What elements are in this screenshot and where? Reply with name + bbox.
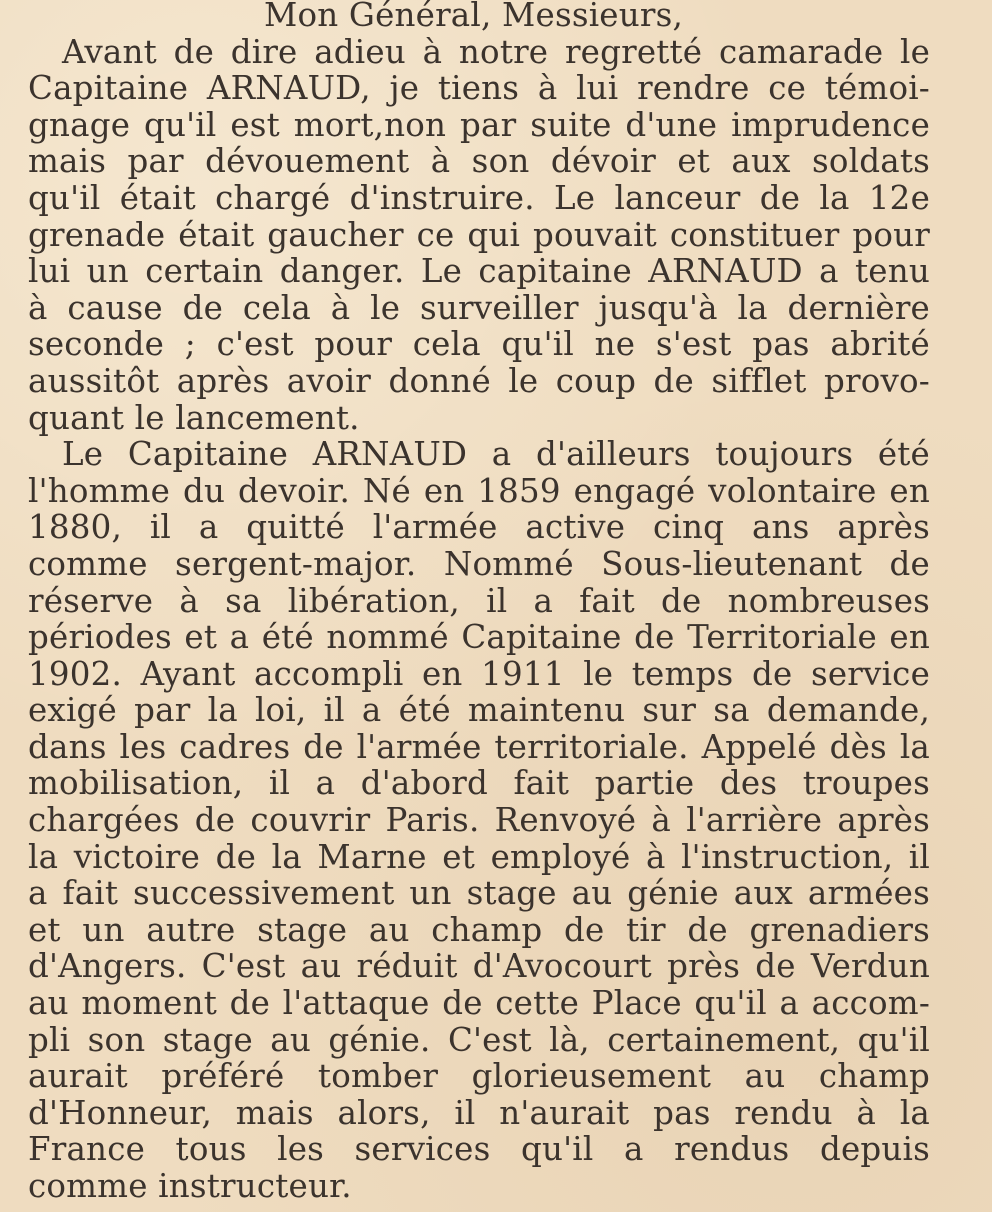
text-line: 1902. Ayant accompli en 1911 le temps de service xyxy=(28,654,930,693)
text-line: dans les cadres de l'armée territoriale. Appelé dès la xyxy=(28,727,930,766)
text-line: 1880, il a quitté l'armée active cinq ans après xyxy=(28,508,930,547)
text-line: comme sergent-major. Nommé Sous-lieutenant de xyxy=(28,544,930,583)
text-line: et un autre stage au champ de tir de grenadiers xyxy=(28,910,930,949)
text-line: réserve à sa libération, il a fait de nombreuses xyxy=(28,581,930,620)
text-line: Le Capitaine ARNAUD a d'ailleurs toujours été xyxy=(62,435,930,474)
text-line: France tous les services qu'il a rendus depuis xyxy=(28,1130,930,1169)
text-line: périodes et a été nommé Capitaine de Territoriale en xyxy=(28,618,930,657)
text-line: mais par dévouement à son dévoir et aux soldats xyxy=(28,142,930,181)
text-line: l'homme du devoir. Né en 1859 engagé volontaire en xyxy=(28,471,930,510)
text-line: gnage qu'il est mort,non par suite d'une imprudence xyxy=(28,105,930,144)
text-line: qu'il était chargé d'instruire. Le lanceur de la 12e xyxy=(28,178,930,217)
text-line: seconde ; c'est pour cela qu'il ne s'est pas abrité xyxy=(28,325,930,364)
text-line: mobilisation, il a d'abord fait partie des troupes xyxy=(28,764,930,803)
text-line: au moment de l'attaque de cette Place qu'il a accom- xyxy=(28,984,930,1023)
text-line: lui un certain danger. Le capitaine ARNAUD a tenu xyxy=(28,252,930,291)
text-line: pli son stage au génie. C'est là, certainement, qu'il xyxy=(28,1020,930,1059)
text-line: à cause de cela à le surveiller jusqu'à la dernière xyxy=(28,288,930,327)
text-line: d'Honneur, mais alors, il n'aurait pas rendu à la xyxy=(28,1093,930,1132)
article-text xyxy=(28,0,930,1205)
text-line: grenade était gaucher ce qui pouvait constituer pour xyxy=(28,215,930,254)
text-line: la victoire de la Marne et employé à l'instruction, il xyxy=(28,837,930,876)
text-line: a fait successivement un stage au génie aux armées xyxy=(28,874,930,913)
text-line: quant le lancement. xyxy=(28,398,360,437)
text-line: aurait préféré tomber glorieusement au champ xyxy=(28,1057,930,1096)
salutation-heading: Mon Général, Messieurs, xyxy=(264,0,684,34)
text-line: aussitôt après avoir donné le coup de sifflet provo- xyxy=(28,361,930,400)
text-line: d'Angers. C'est au réduit d'Avocourt près de Verdun xyxy=(28,947,930,986)
text-line: Capitaine ARNAUD, je tiens à lui rendre ce témoi- xyxy=(28,69,930,108)
text-line: comme instructeur. xyxy=(28,1167,352,1205)
text-line: exigé par la loi, il a été maintenu sur sa demande, xyxy=(28,691,930,730)
text-line: Avant de dire adieu à notre regretté camarade le xyxy=(62,32,930,71)
text-line: chargées de couvrir Paris. Renvoyé à l'arrière après xyxy=(28,801,930,840)
